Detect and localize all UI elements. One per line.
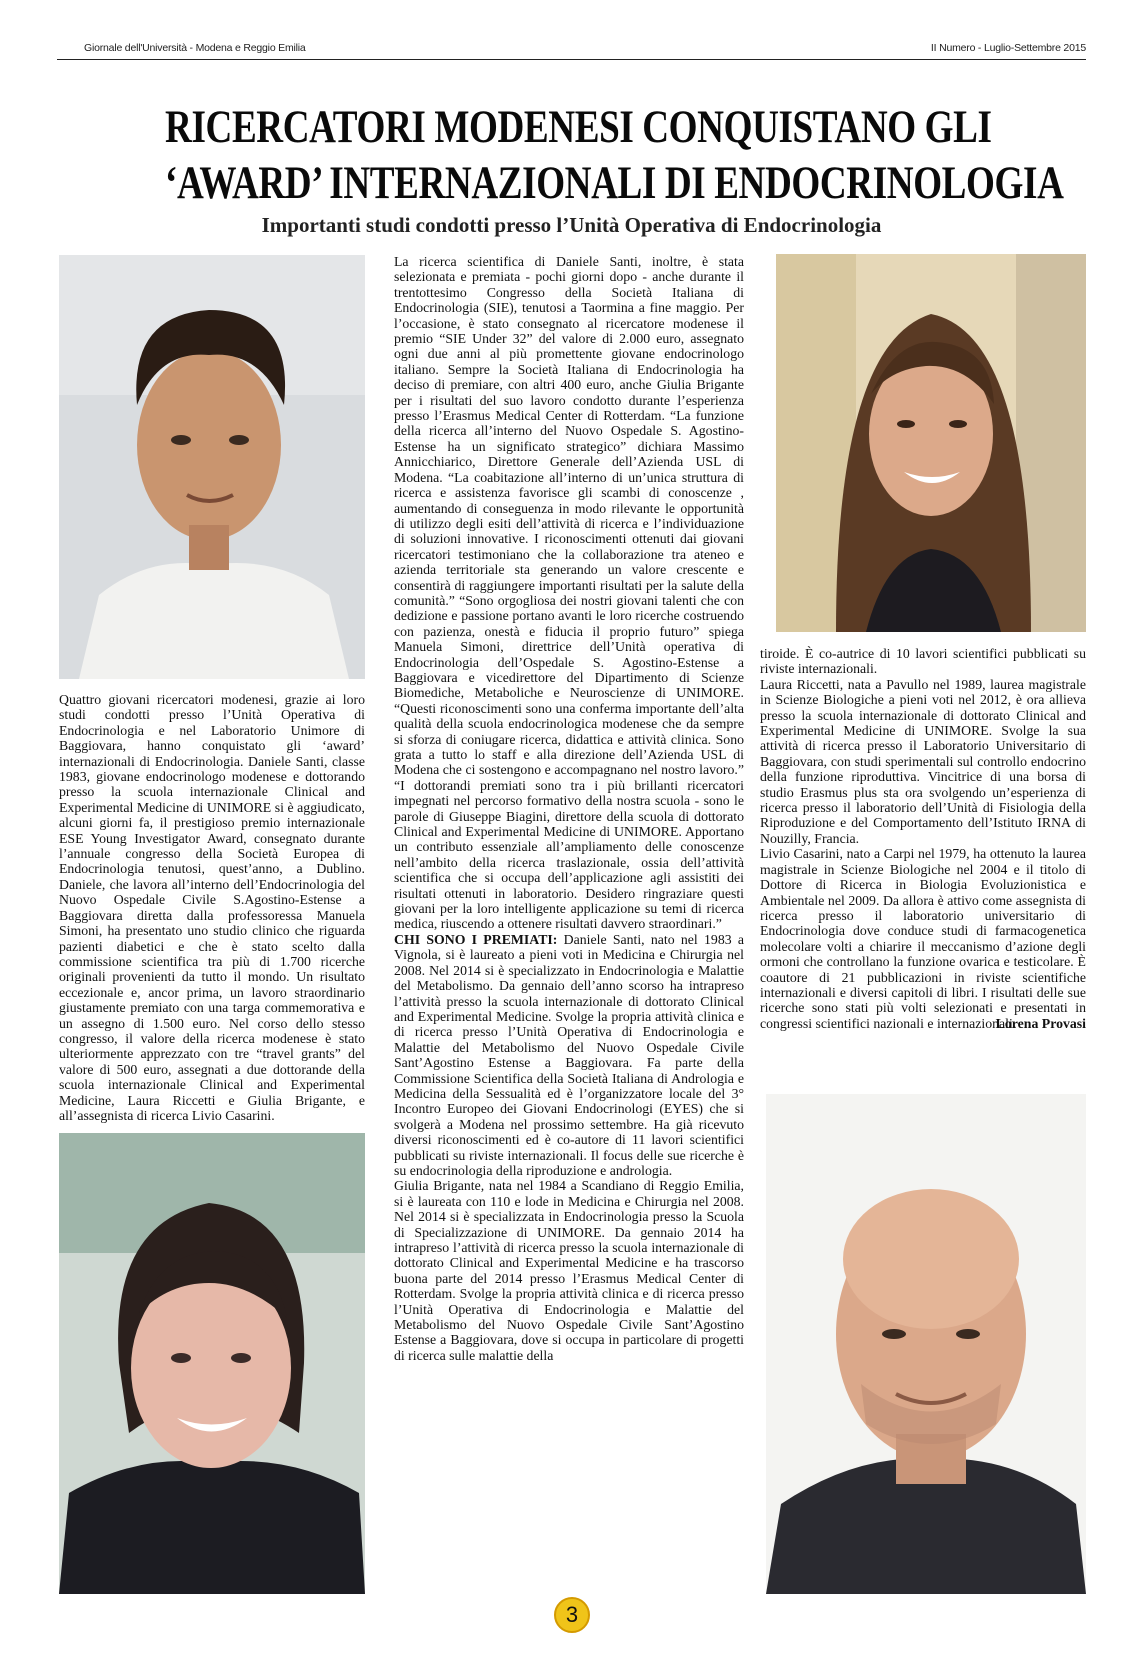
headline-line-1: RICERCATORI MODENESI CONQUISTANO GLI	[165, 101, 992, 153]
author-signature: Lorena Provasi	[995, 1015, 1086, 1031]
section-label: CHI SONO I PREMIATI:	[394, 931, 558, 947]
article-paragraph: tiroide. È co-autrice di 10 lavori scientifici pubblicati su riviste internazionali.	[760, 646, 1086, 677]
article-paragraph: Quattro giovani ricercatori modenesi, grazie ai loro studi condotti presso l’Unità Operativa di Endocrinologia e nel Laboratorio Unimore di Baggiovara, hanno conquistato gli ‘award’ internazionali di Endocrinologia. Daniele Santi, classe 1983, giovane endocrinologo modenese e dottorando presso la scuola internazionale Clinical and Experimental Medicine di UNIMORE si è aggiudicato, alcuni giorni fa, il prestigioso premio internazionale ESE Young Investigator Award, consegnato durante l’annuale congresso della Società Europea di Endocrinologia tenutosi, quest’anno, a Dublino. Daniele, che lavora all’interno dell’Endocrinologia del Nuovo Ospedale Civile S.Agostino-Estense a Baggiovara diretta dalla professoressa Manuela Simoni, ha presentato uno studio clinico che riguarda pazienti diabetici e che è stato scelto dalla commissione scientifica tra più di 1.700 ricerche originali provenienti da tutto il mondo. Un risultato eccezionale e, ancor prima, un lavoro straordinario giustamente premiato con una targa commemorativa e un assegno di 1.500 euro. Nel corso dello stesso congresso, il valore della ricerca modenese è stato ulteriormente apprezzato con tre “travel grants” del valore di 500 euro, assegnati a due dottorande della scuola internazionale Clinical and Experimental Medicine, Laura Riccetti e Giulia Brigante, e all’assegnista di ricerca Livio Casarini.	[59, 692, 365, 1123]
portrait-photo	[59, 1133, 365, 1594]
portrait-photo	[766, 1094, 1086, 1594]
article-paragraph: La ricerca scientifica di Daniele Santi, inoltre, è stata selezionata e premiata - pochi giorni dopo - anche durante il trentottesimo Congresso della Società Italiana di Endocrinologia (SIE), tenutosi a Taormina a fine maggio. Per l’occasione, è stato consegnato al ricercatore modenese il premio “SIE Under 32” del valore di 2.000 euro, assegnato ogni due anni al più promettente giovane endocrinologo italiano. Sempre la Società Italiana di Endocrinologia ha deciso di premiare, con altri 400 euro, anche Giulia Brigante per i risultati del suo lavoro condotto durante l’esperienza presso l’Erasmus Medical Center di Rotterdam. “La funzione della ricerca all’interno del Nuovo Ospedale S. Agostino-Estense ha un significato strategico” dichiara Massimo Annicchiarico, Direttore Generale dell’Azienda USL di Modena. “La coabitazione all’interno di un’unica struttura di ricerca e assistenza favorisce gli scambi di conoscenze , aumentando di conseguenza in modo rilevante le opportunità di utilizzo degli esiti dell’attività di ricerca e l’individuazione di soluzioni innovative. I riconoscimenti ottenuti dai giovani ricercatori testimoniano che la collaborazione tra ateneo e azienda territoriale sta generando un valore crescente e consentirà di raggiungere importanti risultati per la salute della comunità.” “Sono orgogliosa dei nostri giovani talenti che con dedizione e passione portano avanti le loro ricerche costruendo con pazienza, onestà e fiducia il proprio futuro” spiega Manuela Simoni, direttrice dell’Unità operativa di Endocrinologia dell’Ospedale S. Agostino-Estense a Baggiovara e vicedirettore del Dipartimento di Scienze Biomediche, Metaboliche e Neuroscienze di UNIMORE. “Questi riconoscimenti sono una conferma importante dell’alta qualità della scuola endocrinologica modenese che da sempre si sforza di coniugare ricerca, didattica e attività clinica. Sono grata a tutto lo staff e alla direzione dell’Azienda USL di Modena che ci sostengono e accompagnano nel nostro lavoro.” “I dottorandi premiati sono tra i più brillanti ricercatori impegnati nel percorso formativo della nostra scuola - sono le parole di Giuseppe Biagini, direttore della scuola di dottorato Clinical and Experimental Medicine di UNIMORE. Apportano un contributo essenziale all’ampliamento delle conoscenze nell’ambito della ricerca traslazionale, ossia dell’attività scientifica che si occupa dell’applicazione agli assistiti dei risultati ottenuti in laboratorio. Desidero ringraziare questi giovani per la loro intelligente applicazione su temi di ricerca medica, riuscendo a ottenere risultati davvero straordinari.”	[394, 254, 744, 932]
publication-name: Giornale dell'Università - Modena e Reggio Emilia	[84, 42, 306, 54]
portrait-photo	[59, 255, 365, 679]
header-divider	[57, 59, 1086, 60]
article-column-3	[760, 646, 1086, 1031]
article-subtitle: Importanti studi condotti presso l’Unità Operativa di Endocrinologia	[261, 213, 882, 237]
article-paragraph: Laura Riccetti, nata a Pavullo nel 1989, laurea magistrale in Scienze Biologiche a pieni voti nel 2012, è ora allieva presso la scuola internazionale di dottorato Clinical and Experimental Medicine di UNIMORE. Svolge la sua attività di ricerca presso il Laboratorio Universitario di Baggiovara, con studi sperimentali sul controllo endocrino della funzione riproduttiva. Vincitrice di una borsa di studio Erasmus plus sta ora svolgendo un’esperienza di ricerca presso il laboratorio dell’Unità di Fisiologia della Riproduzione e del Comportamento dell’Istituto IRNA di Nouzilly, Francia.	[760, 676, 1086, 846]
portrait-photo	[776, 254, 1086, 632]
article-paragraph: Giulia Brigante, nata nel 1984 a Scandiano di Reggio Emilia, si è laureata con 110 e lode in Medicina e Chirurgia nel 2008. Nel 2014 si è specializzata in Endocrinologia presso la Scuola di Specializzazione di UNIMORE. Da gennaio 2014 ha intrapreso l’attività di ricerca presso la scuola internazionale di dottorato Clinical and Experimental Medicine e ha trascorso buona parte del 2014 presso l’Erasmus Medical Center di Rotterdam. Svolge la propria attività clinica e di ricerca presso l’Unità Operativa di Endocrinologia e Malattie del Metabolismo del Nuovo Ospedale Civile Sant’Agostino Estense a Baggiovara, dove si occupa in particolare di progetti di ricerca sulle malattie della	[394, 1178, 744, 1363]
article-column-2	[394, 254, 744, 1363]
issue-info: II Numero - Luglio-Settembre 2015	[930, 42, 1086, 54]
article-paragraph	[394, 932, 744, 1179]
page-number: 3	[554, 1597, 590, 1633]
section-text: Daniele Santi, nato nel 1983 a Vignola, si è laureato a pieni voti in Medicina e Chirurgia nel 2008. Nel 2014 si è specializzato in Endocrinologia e Malattie del Metabolismo. Da gennaio dell’anno scorso ha intrapreso l’attività presso la scuola internazionale di dottorato Clinical and Experimental Medicine. Svolge la propria attività clinica e di ricerca presso l’Unità Operativa di Endocrinologia e Malattie del Metabolismo del Nuovo Ospedale Civile Sant’Agostino Estense a Baggiovara. Fa parte della Commissione Scientifica della Società Italiana di Andrologia e Medicina della Sessualità ed è l’organizzatore locale del 3° Incontro Europeo dei Giovani Endocrinologi (EYES) che si svolgerà a Modena nel prossimo settembre. Ha già ricevuto diversi riconoscimenti ed è co-autore di 11 lavori scientifici pubblicati su riviste internazionali. Il focus delle sue ricerche è su endocrinologia della riproduzione e andrologia.	[394, 931, 744, 1178]
article-paragraph: Livio Casarini, nato a Carpi nel 1979, ha ottenuto la laurea magistrale in Scienze Biologiche nel 2004 e il titolo di Dottore di Ricerca in Biologia Evoluzionistica e Ambientale nel 2009. Da allora è attivo come assegnista di ricerca presso il laboratorio universitario di Endocrinologia dove conduce studi di farmacogenetica molecolare volti a chiarire il meccanismo d’azione degli ormoni che controllano la funzione ovarica e testicolare. È coautore di 21 pubblicazioni in riviste scientifiche internazionali e diversi capitoli di libri. I risultati delle sue ricerche sono stati più volti selezionati e presentati in congressi scientifici nazionali e internazionali.	[760, 846, 1086, 1031]
article-column-1	[59, 692, 365, 1123]
headline-line-2: ‘AWARD’ INTERNAZIONALI DI ENDOCRINOLOGIA	[165, 157, 1064, 209]
